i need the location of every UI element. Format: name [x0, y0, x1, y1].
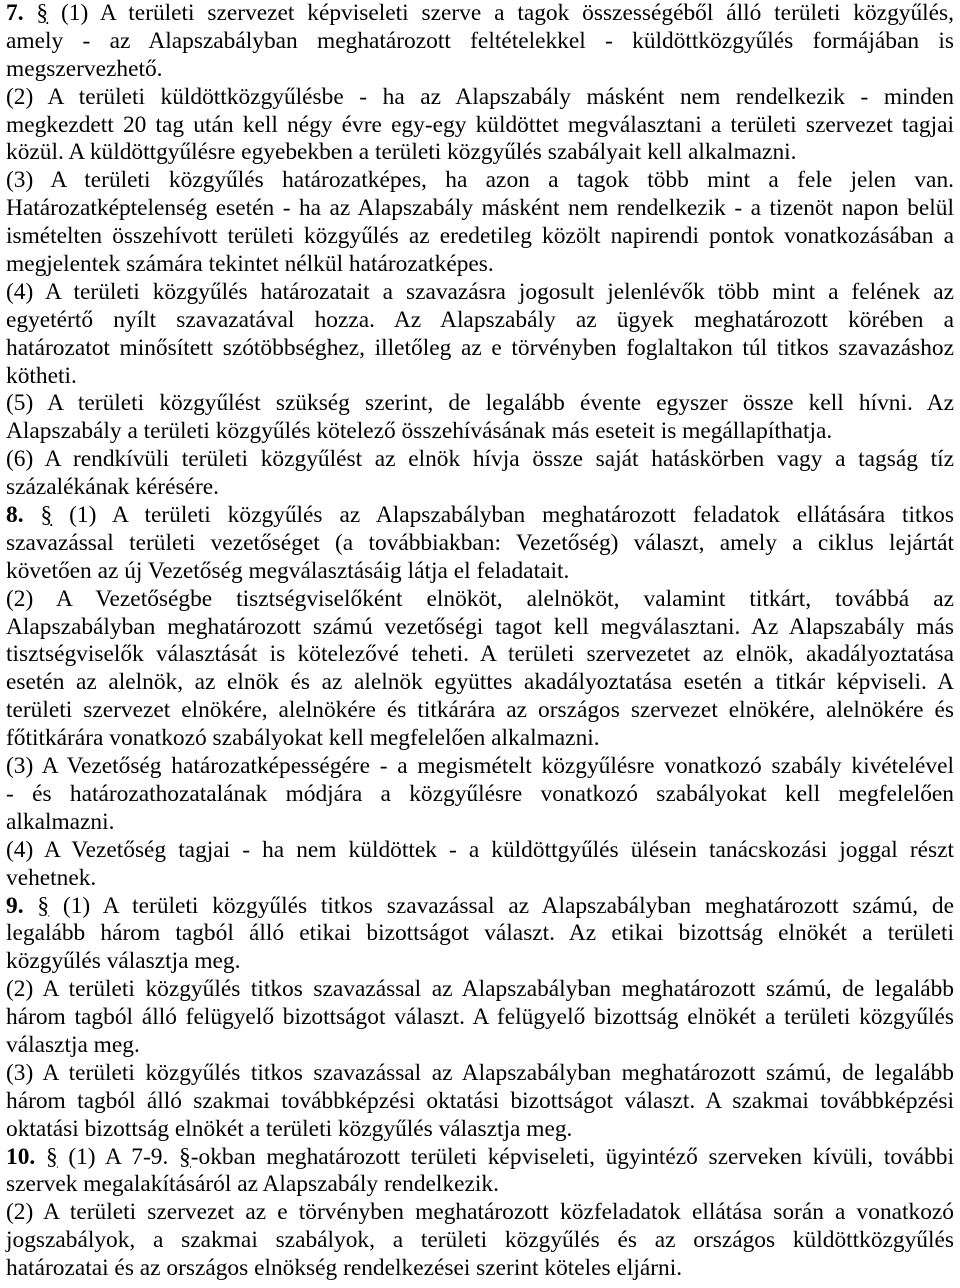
section-number: 10.	[6, 1143, 36, 1170]
text-line	[6, 1032, 954, 1060]
text-line	[6, 390, 954, 418]
text-line	[6, 307, 954, 335]
text-line	[6, 1088, 954, 1116]
text-line	[6, 167, 954, 195]
line-text: szervek megalakításáról az Alapszabály rendelkezik.	[6, 1171, 499, 1198]
line-text: egyetértő nyílt szavazatával hozza. Az Alapszabály az ügyek meghatározott körében a	[6, 306, 954, 333]
line-text: követően az új Vezetőség megválasztásáig látja el feladatait.	[6, 557, 570, 584]
text-line	[6, 0, 954, 28]
text-line	[6, 28, 954, 56]
paragraph	[6, 446, 954, 502]
text-line	[6, 446, 954, 474]
line-text: oktatási bizottság elnökét a területi közgyűlés választja meg.	[6, 1115, 573, 1142]
line-text: megjelentek számára tekintet nélkül határozatképes.	[6, 251, 494, 278]
line-text: (3) A Vezetőség határozatképességére - a megismételt közgyűlésre vonatkozó szabály kivételével	[6, 753, 954, 780]
text-line	[6, 893, 954, 921]
line-text: százalékának kérésére.	[6, 474, 219, 501]
line-text: (6) A rendkívüli területi közgyűlést az elnök hívja össze saját hatáskörben vagy a tagság tíz	[6, 446, 954, 473]
line-text: (2) A Vezetőségbe tisztségviselőként elnököt, alelnököt, valamint titkárt, továbbá az	[6, 585, 954, 612]
text-line	[6, 223, 954, 251]
text-line	[6, 586, 954, 614]
line-text: (4) A Vezetőség tagjai - ha nem küldöttek - a küldöttgyűlés ülésein tanácskozási joggal részt	[6, 836, 954, 863]
text-line	[6, 1171, 954, 1199]
line-text: Alapszabály a területi közgyűlés kötelező összehívásának más eseteit is megállapíthatja.	[6, 418, 833, 445]
line-text: Alapszabályban meghatározott számú vezetőségi tagot kell megválasztani. Az Alapszabály más	[6, 613, 954, 640]
text-line	[6, 725, 954, 753]
text-line	[6, 948, 954, 976]
line-text: vehetnek.	[6, 864, 97, 891]
paragraph	[6, 1199, 954, 1283]
text-line	[6, 697, 954, 725]
section-number: 7.	[6, 0, 24, 26]
text-line	[6, 976, 954, 1004]
text-line	[6, 641, 954, 669]
paragraph	[6, 84, 954, 168]
text-line	[6, 195, 954, 223]
line-text: ismételten összehívott területi közgyűlés az eredetileg közölt napirendi pontok vonatkozásában a	[6, 223, 954, 250]
section-number: 9.	[6, 892, 24, 919]
text-line	[6, 1199, 954, 1227]
paragraph	[6, 1060, 954, 1144]
line-text: (3) A területi közgyűlés határozatképes, ha azon a tagok több mint a fele jelen van.	[6, 167, 954, 194]
paragraph	[6, 167, 954, 279]
line-text: (2) A területi szervezet az e törvényben meghatározott közfeladatok ellátása során a vonatkozó	[6, 1199, 954, 1226]
line-text: szavazással területi vezetőséget (a továbbiakban: Vezetőség) választ, amely a ciklus lejártát	[6, 529, 954, 556]
text-line	[6, 279, 954, 307]
line-text: három tagból álló szakmai továbbképzési oktatási bizottságot választ. A szakmai továbbképzési	[6, 1087, 954, 1114]
line-text: közgyűlés választja meg.	[6, 948, 241, 975]
text-line	[6, 1060, 954, 1088]
line-text: (4) A területi közgyűlés határozatait a szavazásra jogosult jelenlévők több mint a felének az	[6, 278, 954, 305]
text-line	[6, 920, 954, 948]
text-line	[6, 669, 954, 697]
text-line	[6, 837, 954, 865]
section-sign: §	[45, 1143, 58, 1170]
line-text: alkalmazni.	[6, 808, 115, 835]
line-text: amely - az Alapszabályban meghatározott feltételekkel - küldöttközgyűlés formájában is	[6, 27, 954, 54]
line-text: választja meg.	[6, 1031, 140, 1058]
text-line	[6, 781, 954, 809]
paragraph	[6, 586, 954, 753]
line-text: Határozatképtelenség esetén - ha az Alapszabály másként nem rendelkezik - a tizenöt napon belül	[6, 195, 954, 222]
paragraph	[6, 753, 954, 837]
section-sign: §	[40, 502, 53, 529]
line-text: - és határozathozatalának módjára a közgyűlésre vonatkozó szabályokat kell megfelelően	[6, 780, 954, 807]
line-text: jogszabályok, a szakmai szabályok, a területi közgyűlés és az országos küldöttközgyűlés	[6, 1227, 954, 1254]
line-text: határozatai és az országos elnökség rendelkezései szerint köteles eljárni.	[6, 1255, 683, 1282]
paragraph	[6, 279, 954, 391]
text-line	[6, 1227, 954, 1255]
line-text: legalább három tagból álló etikai bizottságot választ. Az etikai bizottság elnökét a területi	[6, 920, 954, 947]
section-paragraph	[6, 1144, 954, 1200]
line-text: három tagból álló felügyelő bizottságot választ. A felügyelő bizottság elnökét a területi közgyűlés	[6, 1004, 954, 1031]
line-text: (3) A területi közgyűlés titkos szavazással az Alapszabályban meghatározott számú, de legalább	[6, 1059, 954, 1086]
section-sign: §	[37, 892, 50, 919]
section-sign: §	[36, 0, 49, 26]
text-line	[6, 753, 954, 781]
line-text: kötheti.	[6, 362, 77, 389]
text-line	[6, 112, 954, 140]
line-text: (5) A területi közgyűlést szükség szerint, de legalább évente egyszer össze kell hívni. Az	[6, 390, 954, 417]
line-text: területi szervezet elnökére, alelnökére és titkárára az országos szervezet elnökére, alelnökére és	[6, 697, 954, 724]
line-text: § (1) A 7-9. §-okban meghatározott területi képviseleti, ügyintéző szerveken kívüli, további	[45, 1143, 954, 1170]
text-line	[6, 1116, 954, 1144]
line-text: (2) A területi küldöttközgyűlésbe - ha az Alapszabály másként nem rendelkezik - minden	[6, 83, 954, 110]
text-line	[6, 530, 954, 558]
section-sign: §	[179, 1143, 191, 1170]
paragraph	[6, 390, 954, 446]
paragraph	[6, 976, 954, 1060]
text-line	[6, 1144, 954, 1172]
text-line	[6, 474, 954, 502]
line-text: tisztségviselők választását is kötelezővé teheti. A területi szervezetet az elnök, akadályoztatása	[6, 641, 954, 668]
text-line	[6, 84, 954, 112]
line-text: megszervezhető.	[6, 55, 163, 82]
line-text: közül. A küldöttgyűlésre egyebekben a területi közgyűlés szabályait kell alkalmazni.	[6, 139, 797, 166]
line-text: határozatot minősített szótöbbséghez, illetőleg az e törvényben foglaltakon túl titkos szavazáshoz	[6, 334, 954, 361]
section-paragraph	[6, 502, 954, 586]
text-line	[6, 1255, 954, 1283]
section-paragraph	[6, 0, 954, 84]
text-line	[6, 502, 954, 530]
text-line	[6, 56, 954, 84]
line-text: esetén az alelnök, az elnök és az alelnök együttes akadályoztatása esetén a titkár képviseli. A	[6, 669, 954, 696]
text-line	[6, 418, 954, 446]
text-line	[6, 251, 954, 279]
text-line	[6, 614, 954, 642]
line-text: főtitkárára vonatkozó szabályokat kell megfelelően alkalmazni.	[6, 725, 600, 752]
text-line	[6, 139, 954, 167]
line-text: megkezdett 20 tag után kell négy évre egy-egy küldöttet megválasztani a területi szervezet tagjai	[6, 111, 954, 138]
text-line	[6, 865, 954, 893]
line-text: (2) A területi közgyűlés titkos szavazással az Alapszabályban meghatározott számú, de legalább	[6, 976, 954, 1003]
section-number: 8.	[6, 502, 24, 529]
line-text: § (1) A területi szervezet képviseleti szerve a tagok összességéből álló területi közgyűlés,	[36, 0, 954, 26]
text-line	[6, 558, 954, 586]
section-paragraph	[6, 893, 954, 977]
text-line	[6, 809, 954, 837]
line-text: § (1) A területi közgyűlés az Alapszabályban meghatározott feladatok ellátására titkos	[40, 502, 954, 529]
text-line	[6, 363, 954, 391]
line-text: § (1) A területi közgyűlés titkos szavazással az Alapszabályban meghatározott számú, de	[37, 892, 954, 919]
paragraph	[6, 837, 954, 893]
text-line	[6, 335, 954, 363]
text-line	[6, 1004, 954, 1032]
